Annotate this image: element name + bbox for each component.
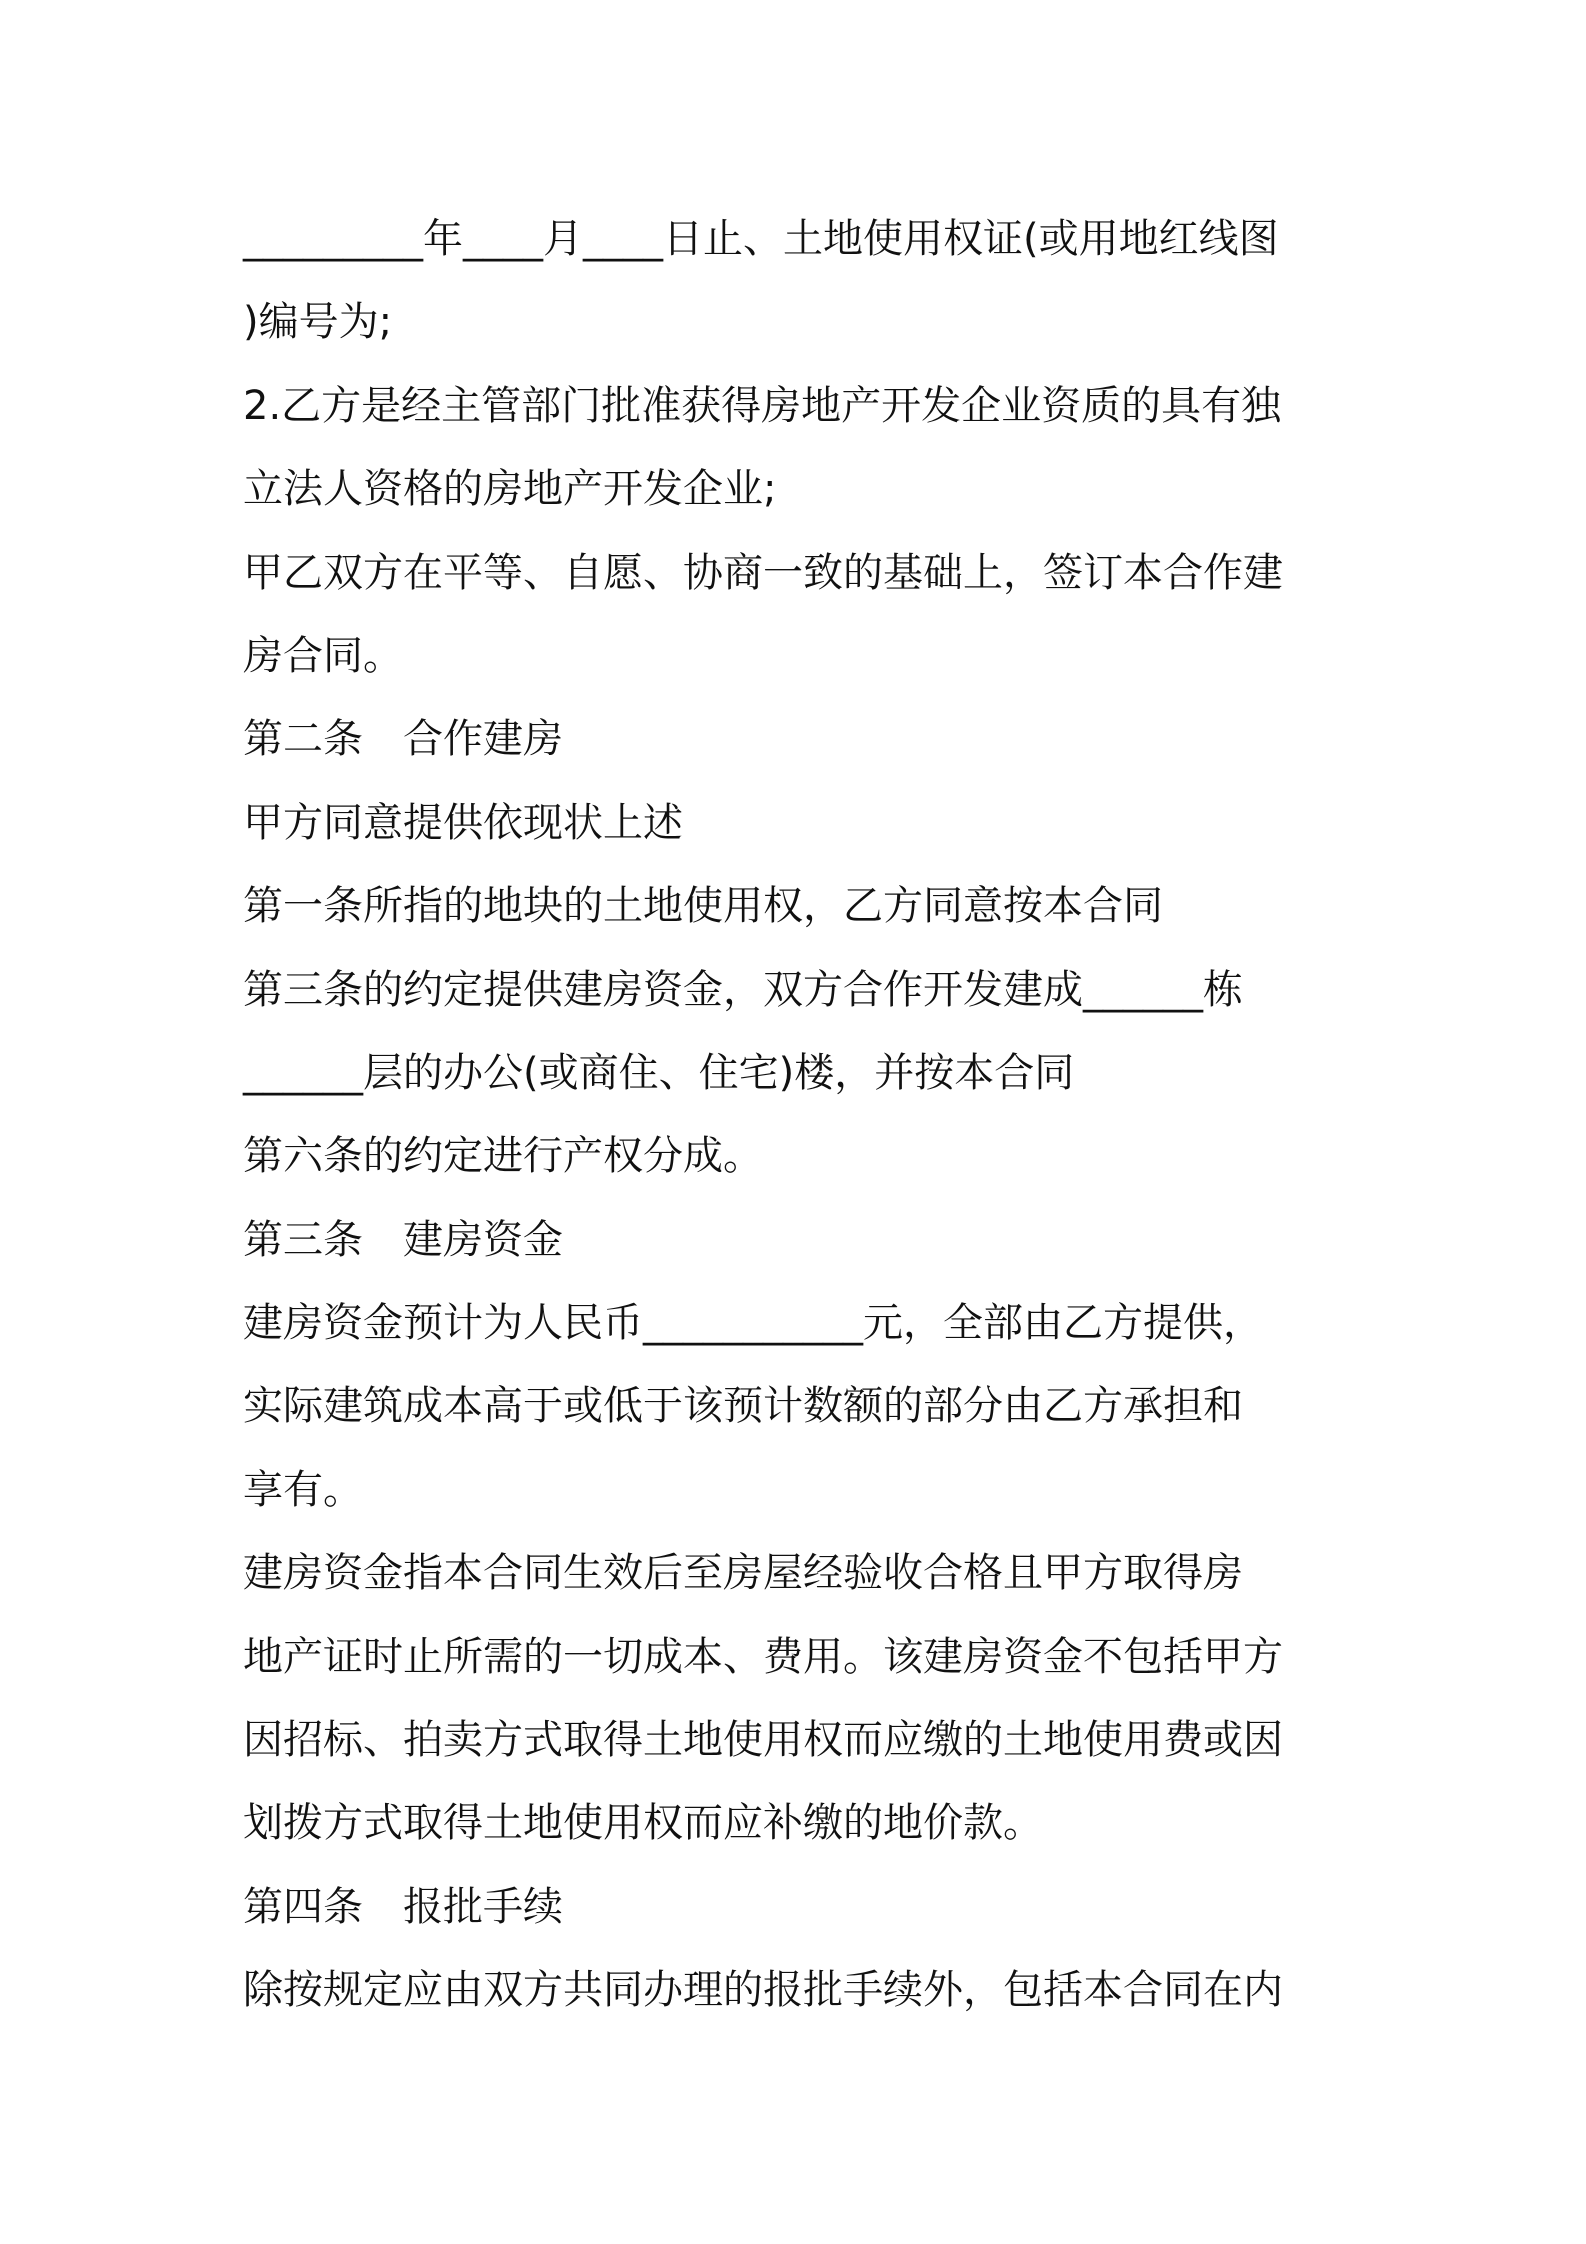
text-line: 甲方同意提供依现状上述 [243, 799, 683, 846]
text-line: 因招标、拍卖方式取得土地使用权而应缴的土地使用费或因 [243, 1717, 1283, 1764]
section-heading: 第二条 合作建房 [243, 716, 563, 763]
text-line: 享有。 [243, 1466, 363, 1513]
text-line: 除按规定应由双方共同办理的报批手续外，包括本合同在内 [243, 1967, 1283, 2014]
text-line: _________年____月____日止、土地使用权证(或用地红线图 [243, 216, 1279, 262]
text-line: 立法人资格的房地产开发企业; [243, 466, 777, 513]
text-line: 2.乙方是经主管部门批准获得房地产开发企业资质的具有独 [243, 382, 1282, 429]
text-line: 实际建筑成本高于或低于该预计数额的部分由乙方承担和 [243, 1383, 1243, 1430]
text-line: ______层的办公(或商住、住宅)楼，并按本合同 [243, 1049, 1075, 1096]
text-line: 房合同。 [243, 632, 403, 679]
text-line: 建房资金指本合同生效后至房屋经验收合格且甲方取得房 [243, 1550, 1243, 1597]
text-line: 第三条的约定提供建房资金，双方合作开发建成______栋 [243, 966, 1243, 1013]
text-line: 建房资金预计为人民币___________元，全部由乙方提供， [243, 1300, 1263, 1347]
text-line: 第一条所指的地块的土地使用权，乙方同意按本合同 [243, 883, 1163, 930]
section-heading: 第三条 建房资金 [243, 1216, 563, 1263]
text-line: 划拨方式取得土地使用权而应补缴的地价款。 [243, 1800, 1043, 1847]
text-line: 地产证时止所需的一切成本、费用。该建房资金不包括甲方 [243, 1633, 1283, 1680]
text-line: )编号为; [243, 299, 393, 346]
section-heading: 第四条 报批手续 [243, 1883, 563, 1930]
text-line: 第六条的约定进行产权分成。 [243, 1133, 763, 1180]
text-line: 甲乙双方在平等、自愿、协商一致的基础上，签订本合作建 [243, 549, 1283, 596]
contract-body [243, 198, 1358, 2033]
